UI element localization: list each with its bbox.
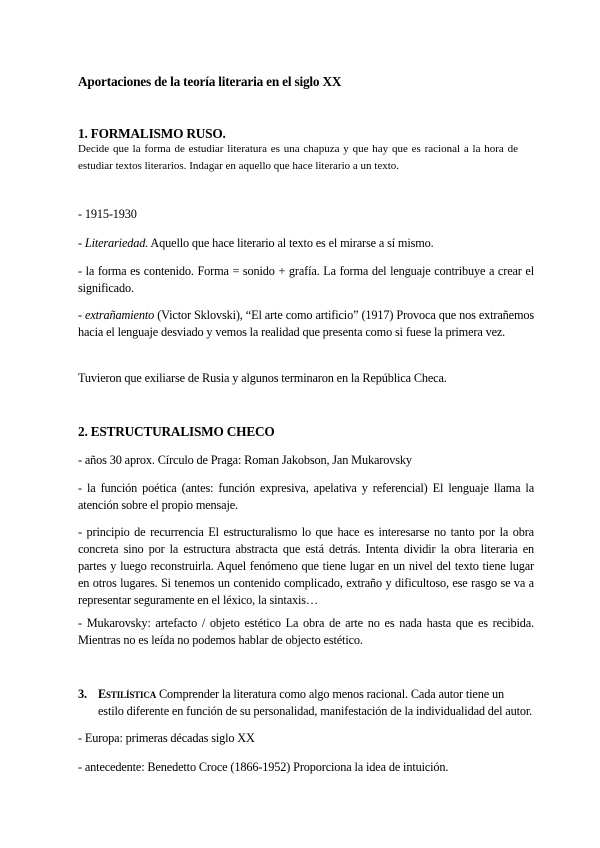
paragraph-antecedente: - antecedente: Benedetto Croce (1866-1952) Proporciona la idea de intuición. — [78, 760, 449, 774]
estilistica-text-first: Comprender la literatura como algo menos racional. Cada autor tiene un — [156, 687, 504, 701]
section-number: 3. — [78, 687, 87, 701]
paragraph-extranamiento: - extrañamiento (Victor Sklovski), “El arte como artificio” (1917) Provoca que nos extrañemos hacia el lenguaje desviado y vemos la realidad que presenta como si fuese la primera vez. — [78, 308, 535, 339]
paragraph-europa: - Europa: primeras décadas siglo XX — [78, 731, 255, 745]
section-heading-estilistica: Estilística — [98, 687, 157, 701]
paragraph-dates: - 1915-1930 — [78, 207, 137, 221]
paragraph-funcion-poetica: - la función poética (antes: función expresiva, apelativa y referencial) El lenguaje llama la atención sobre el propio mensaje. — [78, 481, 534, 512]
paragraph-mukarovsky: - Mukarovsky: artefacto / objeto estético La obra de arte no es nada hasta que es recibida. Mientras no es leída no podemos hablar de objecto estético. — [78, 616, 534, 647]
paragraph-forma: - la forma es contenido. Forma = sonido + grafía. La forma del lenguaje contribuye a crear el significado. — [78, 264, 534, 295]
section-heading-estructuralismo: 2. ESTRUCTURALISMO CHECO — [78, 424, 275, 439]
paragraph-recurrencia: - principio de recurrencia El estructuralismo lo que hace es interesarse no tanto por la obra concreta sino por la estructura abstracta que está detrás. Intenta dividir la obra literaria en partes y luego reconstruirla. Aquel fenómeno que tiene lugar en un nivel del texto tiene lugar en otros lugares. Si tenemos un contenido complicado, extraño y dificultoso, ese rasgo se va a representar seguramente en el léxico, la sintaxis… — [78, 525, 534, 607]
paragraph-circulo: - años 30 aprox. Círculo de Praga: Roman Jakobson, Jan Mukarovsky — [78, 453, 412, 467]
estilistica-text-rest: estilo diferente en función de su personalidad, manifestación de la individualidad del autor. — [98, 704, 533, 718]
section-intro-formalismo: Decide que la forma de estudiar literatura es una chapuza y que hay que es racional a la hora de estudiar textos literarios. Indagar en aquello que hace literario a un texto. — [78, 143, 518, 172]
section-heading-formalismo: 1. FORMALISMO RUSO. — [78, 126, 226, 141]
paragraph-literariedad: - Literariedad. Aquello que hace literario al texto es el mirarse a sí mismo. — [78, 236, 434, 250]
paragraph-exilio: Tuvieron que exiliarse de Rusia y algunos terminaron en la República Checa. — [78, 371, 447, 385]
extranamiento-text: (Victor Sklovski), “El arte como artificio” (1917) Provoca que nos extrañemos hacia el lenguaje desviado y vemos la realidad que presenta como si fuese la primera vez. — [78, 308, 535, 339]
term-literariedad: Literariedad. — [84, 236, 149, 250]
term-extranamiento: extrañamiento — [85, 308, 155, 322]
literariedad-text: Aquello que hace literario al texto es el mirarse a sí mismo. — [148, 236, 434, 250]
document-title: Aportaciones de la teoría literaria en el siglo XX — [78, 74, 342, 89]
section-estilistica — [78, 686, 534, 720]
